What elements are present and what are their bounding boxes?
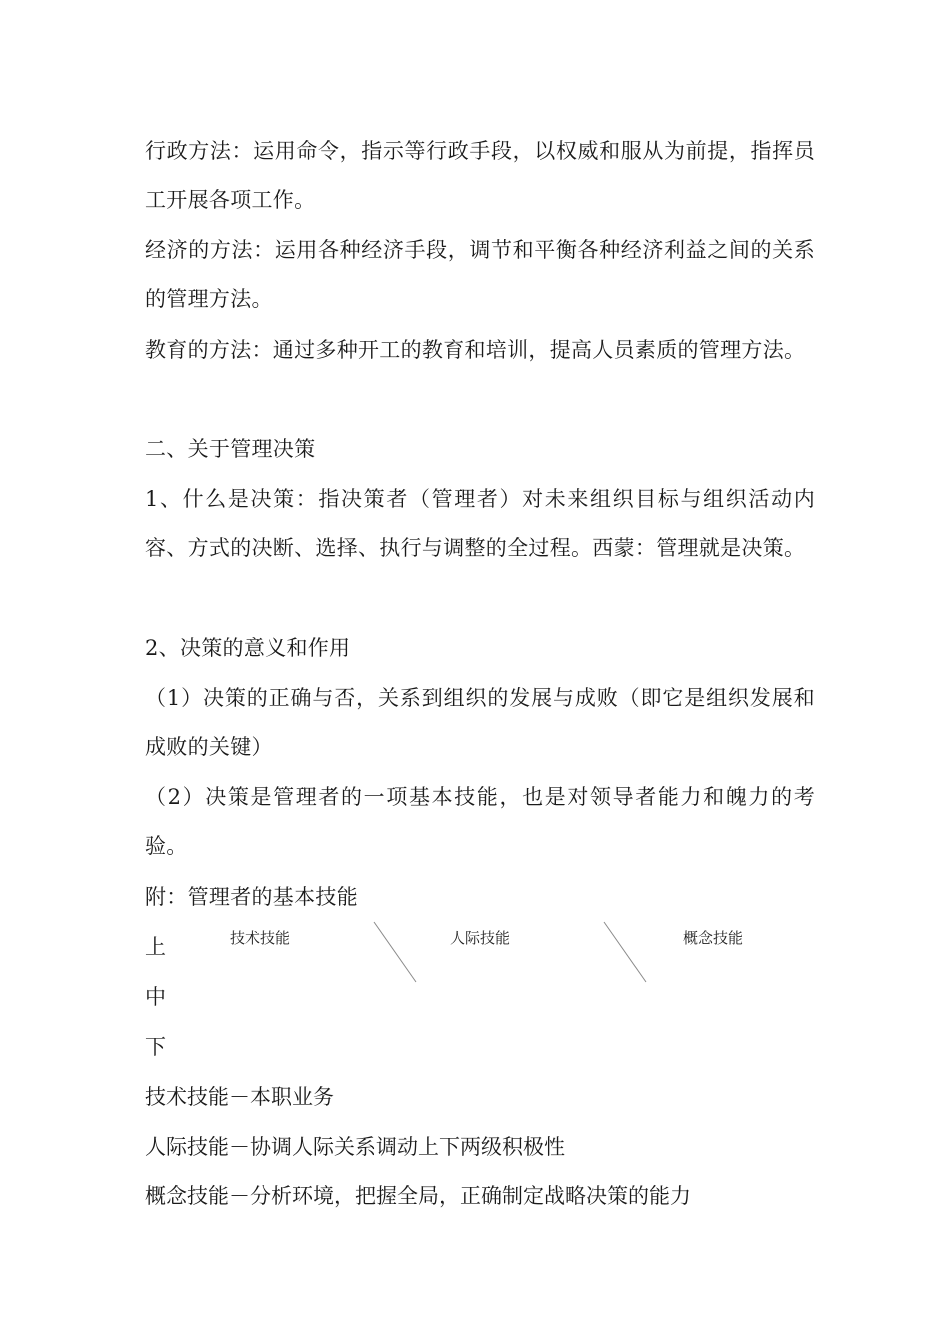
subheading-basic-skills: 附：管理者的基本技能: [145, 885, 358, 909]
divider-line-1: [374, 922, 416, 982]
level-label-bottom: 下: [145, 1035, 166, 1059]
divider-line-2: [604, 922, 646, 982]
definition-conceptual: 概念技能－分析环境，把握全局，正确制定战略决策的能力: [145, 1184, 691, 1208]
level-label-top: 上: [145, 935, 166, 959]
level-label-middle: 中: [145, 985, 166, 1009]
skill-label-interpersonal: 人际技能: [450, 929, 511, 947]
paragraph-administrative-method: 行政方法：运用命令，指示等行政手段，以权威和服从为前提，指挥员工开展各项工作。: [145, 139, 815, 212]
section-heading-decision: 二、关于管理决策: [145, 437, 316, 461]
paragraph-point-2: （2）决策是管理者的一项基本技能，也是对领导者能力和魄力的考验。: [145, 785, 815, 858]
skill-label-technical: 技术技能: [230, 929, 291, 947]
paragraph-education-method: 教育的方法：通过多种开工的教育和培训，提高人员素质的管理方法。: [145, 338, 806, 362]
definition-interpersonal: 人际技能－协调人际关系调动上下两级积极性: [145, 1135, 565, 1159]
paragraph-economic-method: 经济的方法：运用各种经济手段，调节和平衡各种经济利益之间的关系的管理方法。: [145, 238, 815, 311]
paragraph-point-1: （1）决策的正确与否，关系到组织的发展与成败（即它是组织发展和成败的关键）: [145, 686, 815, 759]
paragraph-what-is-decision: 1、什么是决策：指决策者（管理者）对未来组织目标与组织活动内容、方式的决断、选择、执行与调整的全过程。西蒙：管理就是决策。: [145, 487, 815, 560]
subheading-decision-meaning: 2、决策的意义和作用: [145, 636, 351, 660]
skill-label-conceptual: 概念技能: [683, 929, 744, 947]
definition-technical: 技术技能－本职业务: [145, 1085, 334, 1109]
